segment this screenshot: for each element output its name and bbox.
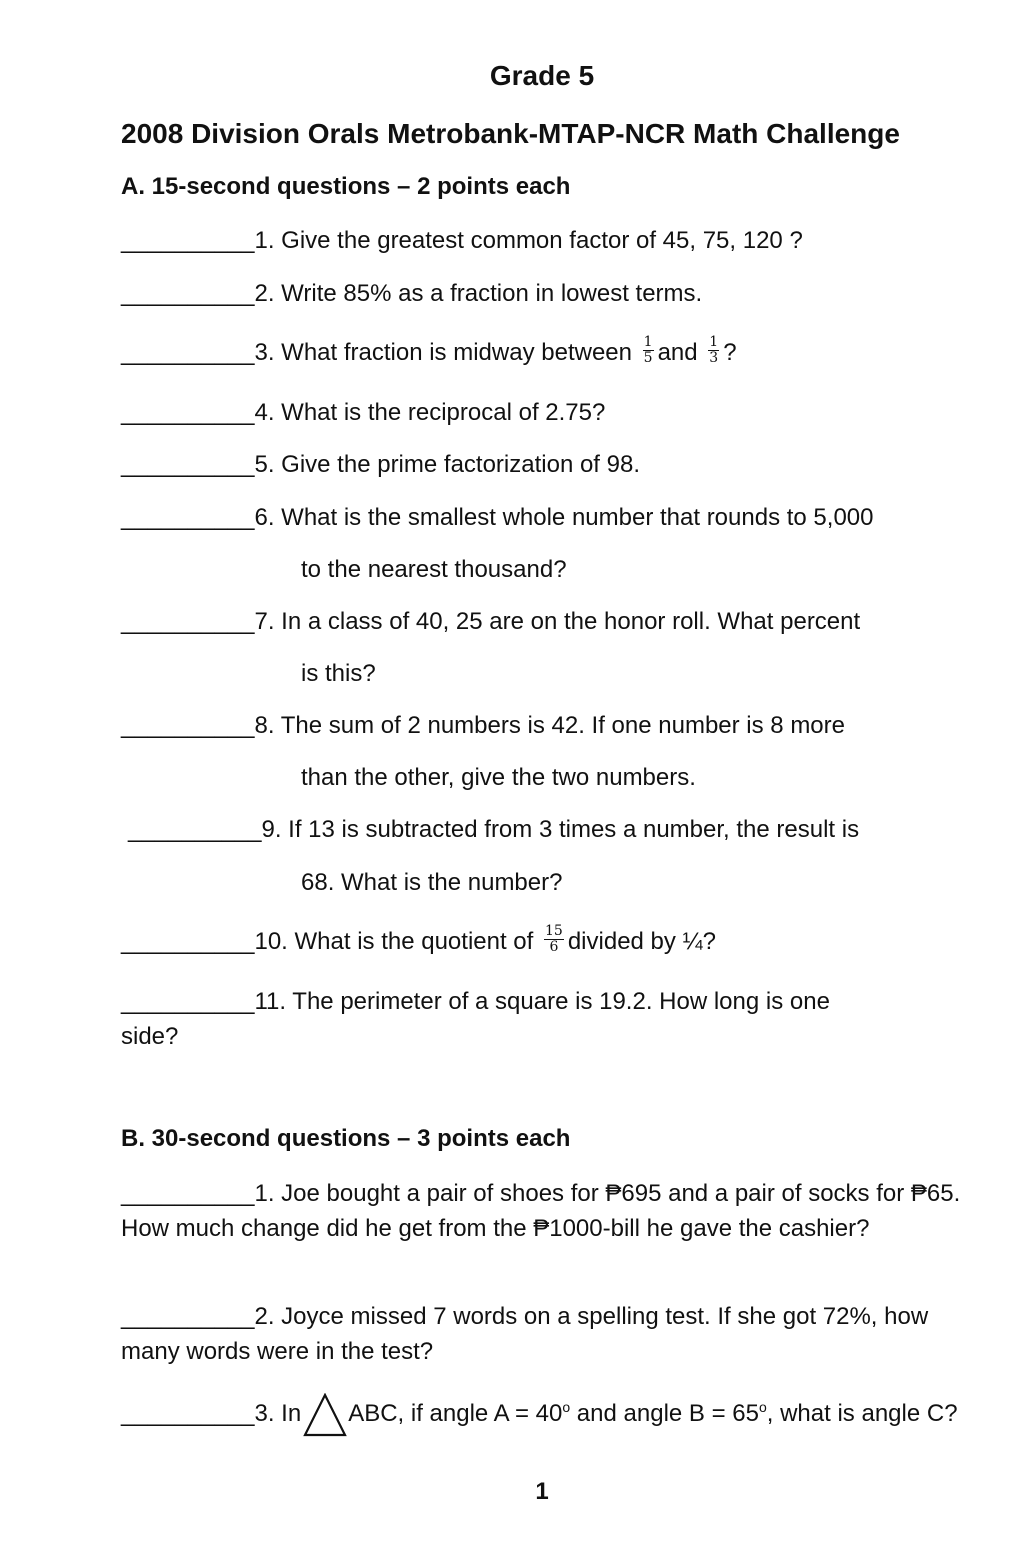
question-text: 7. In a class of 40, 25 are on the honor roll. What percent [254, 608, 861, 635]
question-text: 3. What fraction is midway between [254, 339, 632, 366]
answer-blank: __________ [121, 712, 255, 739]
question-a5 [121, 447, 640, 482]
fraction-one-third: $\frac{1}{3}$ [709, 334, 719, 367]
question-a9-continuation: 68. What is the number? [301, 869, 563, 896]
question-a7-continuation: is this? [301, 660, 376, 687]
answer-blank: __________ [121, 399, 255, 426]
degree-mark: o [562, 1399, 571, 1415]
question-text: 6. What is the smallest whole number that rounds to 5,000 [254, 504, 874, 531]
question-b3: __________3. In ABC, if angle $A = 40^o$ and angle $B = 65^o$, what is angle C? [121, 1387, 971, 1431]
question-a11 [121, 984, 830, 1019]
question-b2 [121, 1299, 971, 1369]
question-a10: __________10. What is the quotient of $\frac{15}{6}$ divided by ¼? [121, 923, 716, 956]
degree-mark: o [758, 1399, 767, 1415]
document-title: 2008 Division Orals Metrobank-MTAP-NCR Math Challenge [121, 118, 900, 149]
answer-blank: __________ [121, 928, 255, 955]
question-a4 [121, 395, 605, 430]
question-text: 2. Joyce missed 7 words on a spelling test. If she got 72%, how many words were in the test? [121, 1303, 929, 1365]
page-number: 1 [535, 1478, 549, 1505]
section-a-heading: A. 15-second questions – 2 points each [121, 173, 571, 200]
section-b-heading: B. 30-second questions – 3 points each [121, 1125, 571, 1152]
question-text: 1. Joe bought a pair of shoes for ₱695 and a pair of socks for ₱65. How much change did he get from the ₱1000-bill he gave the cashier? [121, 1180, 961, 1242]
question-b1 [121, 1176, 971, 1246]
answer-blank: __________ [121, 988, 255, 1015]
question-text: 9. If 13 is subtracted from 3 times a number, the result is [261, 816, 860, 843]
grade-title: Grade 5 [489, 60, 595, 91]
question-a11-continuation: side? [121, 1023, 179, 1050]
answer-blank: __________ [121, 1400, 255, 1427]
question-text: 10. What is the quotient of [254, 928, 534, 955]
question-text: 3. In [254, 1400, 302, 1427]
question-a9 [128, 812, 859, 847]
question-text: 8. The sum of 2 numbers is 42. If one number is 8 more [254, 712, 845, 739]
answer-blank: __________ [121, 504, 255, 531]
answer-blank: __________ [121, 1180, 255, 1207]
question-text: 1. Give the greatest common factor of 45, 75, 120 ? [254, 227, 803, 254]
question-a8 [121, 708, 845, 743]
question-a1 [121, 223, 803, 258]
question-text: 11. The perimeter of a square is 19.2. How long is one [254, 988, 830, 1015]
question-a7 [121, 604, 860, 639]
answer-blank: __________ [121, 227, 255, 254]
fraction-fifteen-sixths: $\frac{15}{6}$ [545, 923, 563, 956]
question-text: 2. Write 85% as a fraction in lowest terms. [254, 280, 703, 307]
answer-blank: __________ [121, 339, 255, 366]
answer-blank: __________ [128, 816, 262, 843]
answer-blank: __________ [121, 608, 255, 635]
fraction-one-fifth: $\frac{1}{5}$ [643, 334, 653, 367]
question-a6 [121, 500, 873, 535]
triangle-icon [303, 1393, 347, 1437]
question-a6-continuation: to the nearest thousand? [301, 556, 567, 583]
question-a3: __________3. What fraction is midway between $\frac{1}{5}$ and $\frac{1}{3}$ ? [121, 334, 737, 367]
answer-blank: __________ [121, 1303, 255, 1330]
question-text: 5. Give the prime factorization of 98. [254, 451, 641, 478]
question-text: 4. What is the reciprocal of 2.75? [254, 399, 606, 426]
answer-blank: __________ [121, 280, 255, 307]
answer-blank: __________ [121, 451, 255, 478]
question-a2 [121, 276, 702, 311]
question-a8-continuation: than the other, give the two numbers. [301, 764, 696, 791]
